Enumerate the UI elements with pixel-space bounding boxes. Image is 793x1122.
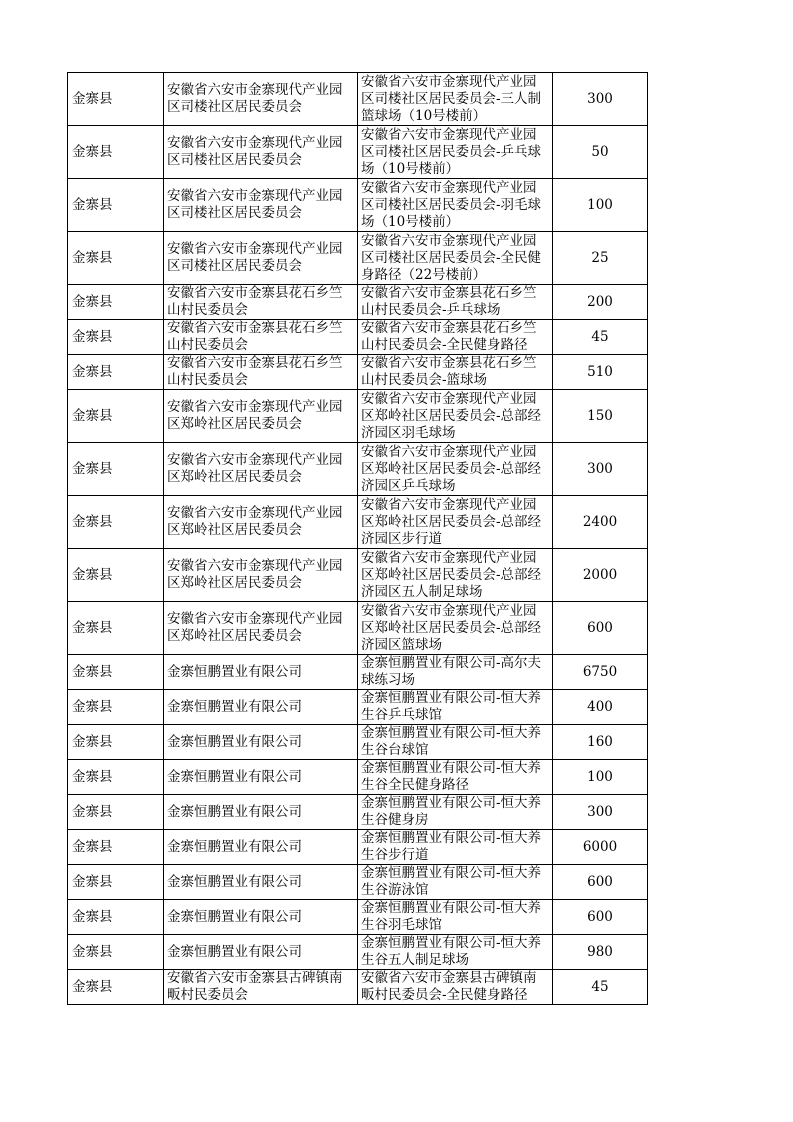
facility-cell: 安徽省六安市金寨县花石乡竺山村民委员会-乒乓球场 (358, 285, 553, 320)
organization-cell: 安徽省六安市金寨现代产业园区郑岭社区居民委员会 (164, 390, 358, 443)
organization-cell: 安徽省六安市金寨现代产业园区司楼社区居民委员会 (164, 126, 358, 179)
table-row (68, 549, 648, 602)
area-cell: 6000 (553, 830, 648, 865)
county-cell: 金寨县 (68, 320, 164, 355)
organization-cell: 安徽省六安市金寨县花石乡竺山村民委员会 (164, 285, 358, 320)
county-cell: 金寨县 (68, 795, 164, 830)
facility-cell: 安徽省六安市金寨县古碑镇南畈村民委员会-全民健身路径 (358, 970, 553, 1005)
county-cell: 金寨县 (68, 970, 164, 1005)
table-row (68, 390, 648, 443)
county-cell: 金寨县 (68, 355, 164, 390)
facility-cell: 安徽省六安市金寨现代产业园区郑岭社区居民委员会-总部经济园区羽毛球场 (358, 390, 553, 443)
organization-cell: 安徽省六安市金寨县花石乡竺山村民委员会 (164, 355, 358, 390)
county-cell: 金寨县 (68, 900, 164, 935)
area-cell: 300 (553, 795, 648, 830)
facility-cell: 安徽省六安市金寨现代产业园区司楼社区居民委员会-全民健身路径（22号楼前） (358, 232, 553, 285)
organization-cell: 金寨恒鹏置业有限公司 (164, 655, 358, 690)
organization-cell: 金寨恒鹏置业有限公司 (164, 760, 358, 795)
county-cell: 金寨县 (68, 285, 164, 320)
area-cell: 100 (553, 179, 648, 232)
organization-cell: 金寨恒鹏置业有限公司 (164, 690, 358, 725)
organization-cell: 安徽省六安市金寨现代产业园区郑岭社区居民委员会 (164, 602, 358, 655)
table-row (68, 830, 648, 865)
table-row (68, 725, 648, 760)
facility-cell: 金寨恒鹏置业有限公司-恒大养生谷游泳馆 (358, 865, 553, 900)
facility-table (67, 72, 648, 1005)
facility-cell: 安徽省六安市金寨现代产业园区郑岭社区居民委员会-总部经济园区篮球场 (358, 602, 553, 655)
county-cell: 金寨县 (68, 443, 164, 496)
county-cell: 金寨县 (68, 496, 164, 549)
organization-cell: 安徽省六安市金寨现代产业园区司楼社区居民委员会 (164, 232, 358, 285)
area-cell: 2400 (553, 496, 648, 549)
area-cell: 300 (553, 73, 648, 126)
county-cell: 金寨县 (68, 73, 164, 126)
facility-cell: 安徽省六安市金寨现代产业园区司楼社区居民委员会-乒乓球场（10号楼前） (358, 126, 553, 179)
table-row (68, 232, 648, 285)
table-body (68, 73, 648, 1005)
organization-cell: 安徽省六安市金寨县花石乡竺山村民委员会 (164, 320, 358, 355)
table-row (68, 795, 648, 830)
facility-cell: 金寨恒鹏置业有限公司-高尔夫球练习场 (358, 655, 553, 690)
organization-cell: 安徽省六安市金寨现代产业园区郑岭社区居民委员会 (164, 496, 358, 549)
facility-cell: 金寨恒鹏置业有限公司-恒大养生谷羽毛球馆 (358, 900, 553, 935)
organization-cell: 金寨恒鹏置业有限公司 (164, 725, 358, 760)
table-row (68, 443, 648, 496)
table-row (68, 355, 648, 390)
organization-cell: 金寨恒鹏置业有限公司 (164, 865, 358, 900)
area-cell: 980 (553, 935, 648, 970)
facility-cell: 金寨恒鹏置业有限公司-恒大养生谷步行道 (358, 830, 553, 865)
county-cell: 金寨县 (68, 549, 164, 602)
table-row (68, 760, 648, 795)
organization-cell: 金寨恒鹏置业有限公司 (164, 900, 358, 935)
organization-cell: 安徽省六安市金寨现代产业园区司楼社区居民委员会 (164, 179, 358, 232)
area-cell: 45 (553, 970, 648, 1005)
table-row (68, 865, 648, 900)
facility-cell: 安徽省六安市金寨县花石乡竺山村民委员会-篮球场 (358, 355, 553, 390)
table-row (68, 935, 648, 970)
county-cell: 金寨县 (68, 830, 164, 865)
county-cell: 金寨县 (68, 655, 164, 690)
facility-cell: 金寨恒鹏置业有限公司-恒大养生谷台球馆 (358, 725, 553, 760)
area-cell: 2000 (553, 549, 648, 602)
county-cell: 金寨县 (68, 760, 164, 795)
area-cell: 510 (553, 355, 648, 390)
area-cell: 50 (553, 126, 648, 179)
facility-cell: 安徽省六安市金寨现代产业园区司楼社区居民委员会-羽毛球场（10号楼前） (358, 179, 553, 232)
county-cell: 金寨县 (68, 602, 164, 655)
organization-cell: 安徽省六安市金寨县古碑镇南畈村民委员会 (164, 970, 358, 1005)
county-cell: 金寨县 (68, 179, 164, 232)
table-row (68, 126, 648, 179)
table-row (68, 73, 648, 126)
table-row (68, 179, 648, 232)
county-cell: 金寨县 (68, 232, 164, 285)
area-cell: 600 (553, 602, 648, 655)
facility-cell: 安徽省六安市金寨县花石乡竺山村民委员会-全民健身路径 (358, 320, 553, 355)
facility-cell: 金寨恒鹏置业有限公司-恒大养生谷全民健身路径 (358, 760, 553, 795)
area-cell: 160 (553, 725, 648, 760)
facility-cell: 金寨恒鹏置业有限公司-恒大养生谷乒乓球馆 (358, 690, 553, 725)
table-row (68, 496, 648, 549)
facility-cell: 安徽省六安市金寨现代产业园区郑岭社区居民委员会-总部经济园区步行道 (358, 496, 553, 549)
organization-cell: 金寨恒鹏置业有限公司 (164, 795, 358, 830)
area-cell: 600 (553, 900, 648, 935)
table-row (68, 320, 648, 355)
county-cell: 金寨县 (68, 865, 164, 900)
facility-cell: 安徽省六安市金寨现代产业园区郑岭社区居民委员会-总部经济园区五人制足球场 (358, 549, 553, 602)
table-row (68, 690, 648, 725)
table-row (68, 285, 648, 320)
organization-cell: 金寨恒鹏置业有限公司 (164, 830, 358, 865)
table-row (68, 602, 648, 655)
facility-cell: 安徽省六安市金寨现代产业园区郑岭社区居民委员会-总部经济园区乒乓球场 (358, 443, 553, 496)
organization-cell: 安徽省六安市金寨现代产业园区郑岭社区居民委员会 (164, 443, 358, 496)
county-cell: 金寨县 (68, 126, 164, 179)
table-row (68, 900, 648, 935)
table-row (68, 655, 648, 690)
area-cell: 150 (553, 390, 648, 443)
area-cell: 300 (553, 443, 648, 496)
area-cell: 200 (553, 285, 648, 320)
area-cell: 600 (553, 865, 648, 900)
area-cell: 400 (553, 690, 648, 725)
area-cell: 25 (553, 232, 648, 285)
area-cell: 45 (553, 320, 648, 355)
county-cell: 金寨县 (68, 725, 164, 760)
organization-cell: 安徽省六安市金寨现代产业园区司楼社区居民委员会 (164, 73, 358, 126)
table-row (68, 970, 648, 1005)
organization-cell: 安徽省六安市金寨现代产业园区郑岭社区居民委员会 (164, 549, 358, 602)
facility-cell: 金寨恒鹏置业有限公司-恒大养生谷健身房 (358, 795, 553, 830)
organization-cell: 金寨恒鹏置业有限公司 (164, 935, 358, 970)
area-cell: 100 (553, 760, 648, 795)
facility-cell: 金寨恒鹏置业有限公司-恒大养生谷五人制足球场 (358, 935, 553, 970)
county-cell: 金寨县 (68, 935, 164, 970)
county-cell: 金寨县 (68, 390, 164, 443)
county-cell: 金寨县 (68, 690, 164, 725)
area-cell: 6750 (553, 655, 648, 690)
facility-cell: 安徽省六安市金寨现代产业园区司楼社区居民委员会-三人制篮球场（10号楼前） (358, 73, 553, 126)
